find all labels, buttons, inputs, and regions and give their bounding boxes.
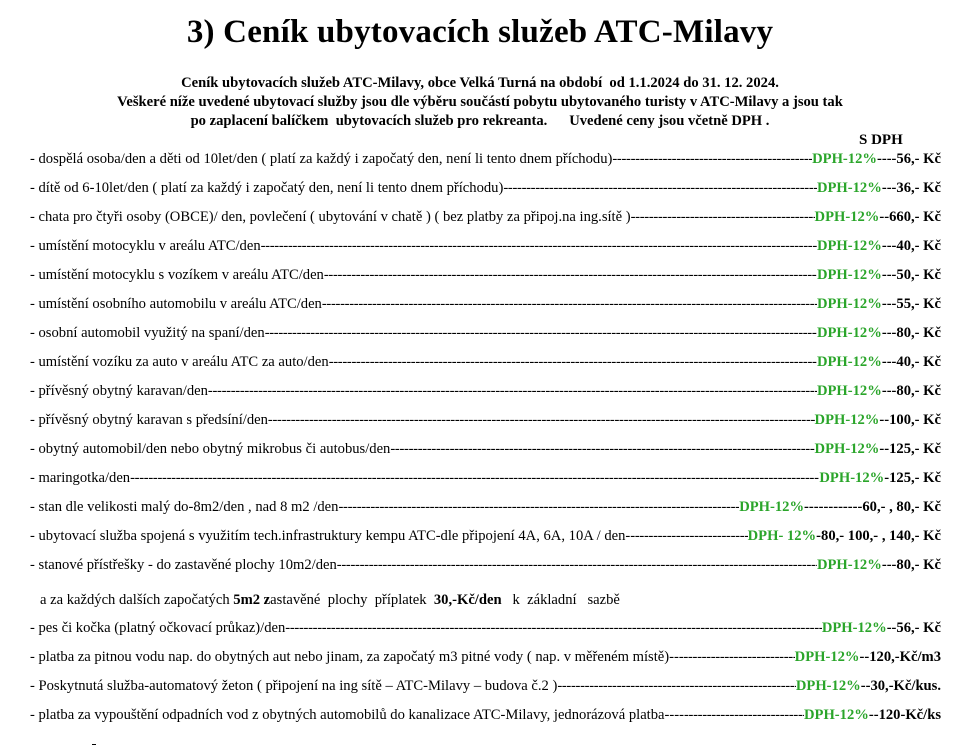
- price-row-description: - obytný automobil/den nebo obytný mikrobus či autobus/den: [30, 441, 391, 457]
- price-row: [30, 325, 941, 345]
- dotted-leader: [684, 707, 804, 724]
- price-value: ----56,- Kč: [876, 151, 941, 167]
- price-row-description: - umístění motocyklu v areálu ATC/den: [30, 238, 261, 254]
- price-row: [30, 238, 941, 258]
- intro-text: [0, 74, 960, 131]
- vat-rate: DPH-12%: [816, 296, 882, 312]
- vat-rate: DPH-12%: [812, 151, 877, 167]
- column-header-s-dph: S DPH: [859, 132, 903, 148]
- price-row: [30, 557, 941, 577]
- price-row-description: - přívěsný obytný karavan s předsíní/den: [30, 412, 268, 428]
- vat-rate: DPH-12%: [816, 383, 882, 399]
- price-row-description: - platba za pitnou vodu nap. do obytných aut nebo jinam, za započatý m3 pitné vody ( nap. v měřeném místě)--: [30, 649, 679, 665]
- price-row: [30, 470, 941, 490]
- price-value: --125,- Kč: [879, 441, 941, 457]
- dotted-leader: [285, 620, 822, 637]
- price-row-description: - umístění motocyklu s vozíkem v areálu ATC/den: [30, 267, 324, 283]
- vat-rate: DPH-12%: [821, 620, 887, 636]
- dotted-leader: [322, 296, 817, 313]
- page-title: 3) Ceník ubytovacích služeb ATC-Milavy: [186, 14, 774, 50]
- vat-rate: DPH-12%: [816, 354, 882, 370]
- price-value: ---50,- Kč: [881, 267, 941, 283]
- price-row: [30, 528, 941, 548]
- vat-rate: DPH-12%: [816, 180, 882, 196]
- vat-rate: DPH-12%: [739, 499, 805, 515]
- price-value: --56,- Kč: [886, 620, 941, 636]
- price-row: [30, 180, 941, 200]
- price-row: [30, 499, 941, 519]
- price-row-description: - umístění osobního automobilu v areálu ATC/den: [30, 296, 322, 312]
- intro-line-1: Ceník ubytovacích služeb ATC-Milavy, obce Velká Turná na období od 1.1.2024 do 31. 12. 2024.: [181, 75, 779, 91]
- dotted-leader: [630, 528, 747, 545]
- price-row: [30, 649, 941, 669]
- price-value: ---80,- Kč: [881, 383, 941, 399]
- price-value: -125,- Kč: [884, 470, 941, 486]
- vat-rate: DPH-12%: [816, 325, 882, 341]
- price-value: ---80,- Kč: [881, 325, 941, 341]
- dotted-leader: [338, 499, 739, 516]
- price-value: ---40,- Kč: [881, 354, 941, 370]
- price-row: [30, 354, 941, 374]
- price-row: [30, 383, 941, 403]
- price-row: [30, 267, 941, 287]
- price-row-description: - dospělá osoba/den a děti od 10let/den ( platí za každý i započatý den, není li tento dnem příchodu): [30, 151, 613, 167]
- price-row-description: - umístění vozíku za auto v areálu ATC za auto/den: [30, 354, 329, 370]
- dotted-leader: [679, 649, 795, 666]
- price-row-description: - pes či kočka (platný očkovací průkaz)/den: [30, 620, 286, 636]
- price-row-description: - maringotka/den: [30, 470, 131, 486]
- vat-rate: DPH-12%: [795, 678, 861, 694]
- vat-rate: DPH-12%: [814, 441, 880, 457]
- price-row-description: - Poskytnutá služba-automatový žeton ( připojení na ing sítě – ATC-Milavy – budova č.2 ): [30, 678, 558, 694]
- intro-line-3: po zaplacení balíčkem ubytovacích služeb pro rekreanta. Uvedené ceny jsou včetně DPH .: [190, 113, 770, 129]
- vat-rate: DPH-12%: [814, 412, 880, 428]
- vat-rate: DPH- 12%: [747, 528, 817, 544]
- dotted-leader: [268, 412, 815, 429]
- vat-rate: DPH-12%: [819, 470, 885, 486]
- price-value: ---40,- Kč: [881, 238, 941, 254]
- price-row: [30, 620, 941, 640]
- price-row: [30, 412, 941, 432]
- dotted-leader: [390, 441, 814, 458]
- dotted-leader: [612, 151, 812, 168]
- price-value: --660,- Kč: [879, 209, 941, 225]
- price-row-description: - dítě od 6-10let/den ( platí za každý i započatý den, není li tento dnem příchodu): [30, 180, 504, 196]
- price-value: --100,- Kč: [879, 412, 941, 428]
- dotted-leader: [261, 238, 817, 255]
- vat-rate: DPH-12%: [816, 267, 882, 283]
- page-mark: [92, 744, 96, 745]
- price-row-description: - stanové přístřešky - do zastavěné plochy 10m2/den: [30, 557, 337, 573]
- price-value: ------------60,- , 80,- Kč: [804, 499, 941, 515]
- price-value: --120,-Kč/m3: [859, 649, 941, 665]
- price-row: [30, 678, 941, 698]
- dotted-leader: [265, 325, 817, 342]
- dotted-leader: [503, 180, 817, 197]
- price-row: [30, 151, 941, 171]
- dotted-leader: [337, 557, 817, 574]
- price-row: [30, 441, 941, 461]
- price-row-description: - chata pro čtyři osoby (OBCE)/ den, povlečení ( ubytování v chatě ) ( bez platby za připoj.na ing.sítě ): [30, 209, 631, 225]
- price-row: [30, 296, 941, 316]
- price-row-description: - osobní automobil využitý na spaní/den: [30, 325, 265, 341]
- vat-rate: DPH-12%: [816, 557, 882, 573]
- price-row-description: - platba za vypouštění odpadních vod z obytných automobilů do kanalizace ATC-Milavy, jednorázová platba----: [30, 707, 684, 723]
- price-value: ---55,- Kč: [881, 296, 941, 312]
- vat-rate: DPH-12%: [803, 707, 869, 723]
- vat-rate: DPH-12%: [814, 209, 880, 225]
- price-row: [30, 209, 941, 229]
- price-value: --30,-Kč/kus.: [860, 678, 941, 694]
- price-value: --120-Kč/ks: [868, 707, 941, 723]
- price-value: -80,- 100,- , 140,- Kč: [816, 528, 941, 544]
- dotted-leader: [557, 678, 796, 695]
- price-row-description: - přívěsný obytný karavan/den: [30, 383, 208, 399]
- dotted-leader: [208, 383, 817, 400]
- price-row: [30, 707, 941, 727]
- price-value: ---80,- Kč: [881, 557, 941, 573]
- price-value: ---36,- Kč: [881, 180, 941, 196]
- dotted-leader: [631, 209, 815, 226]
- intro-line-2: Veškeré níže uvedené ubytovací služby jsou dle výběru součástí pobytu ubytovaného turisty v ATC-Milavy a jsou tak: [117, 94, 843, 110]
- vat-rate: DPH-12%: [794, 649, 860, 665]
- surcharge-note: a za každých dalších započatých 5m2 zastavěné plochy příplatek 30,-Kč/den k základní sazbě: [40, 592, 620, 608]
- dotted-leader: [130, 470, 819, 487]
- price-row-description: - stan dle velikosti malý do-8m2/den , nad 8 m2 /den: [30, 499, 339, 515]
- dotted-leader: [324, 267, 817, 284]
- price-row-description: - ubytovací služba spojená s využitím tech.infrastruktury kempu ATC-dle připojení 4A, 6A, 10A / den-: [30, 528, 631, 544]
- dotted-leader: [329, 354, 817, 371]
- vat-rate: DPH-12%: [816, 238, 882, 254]
